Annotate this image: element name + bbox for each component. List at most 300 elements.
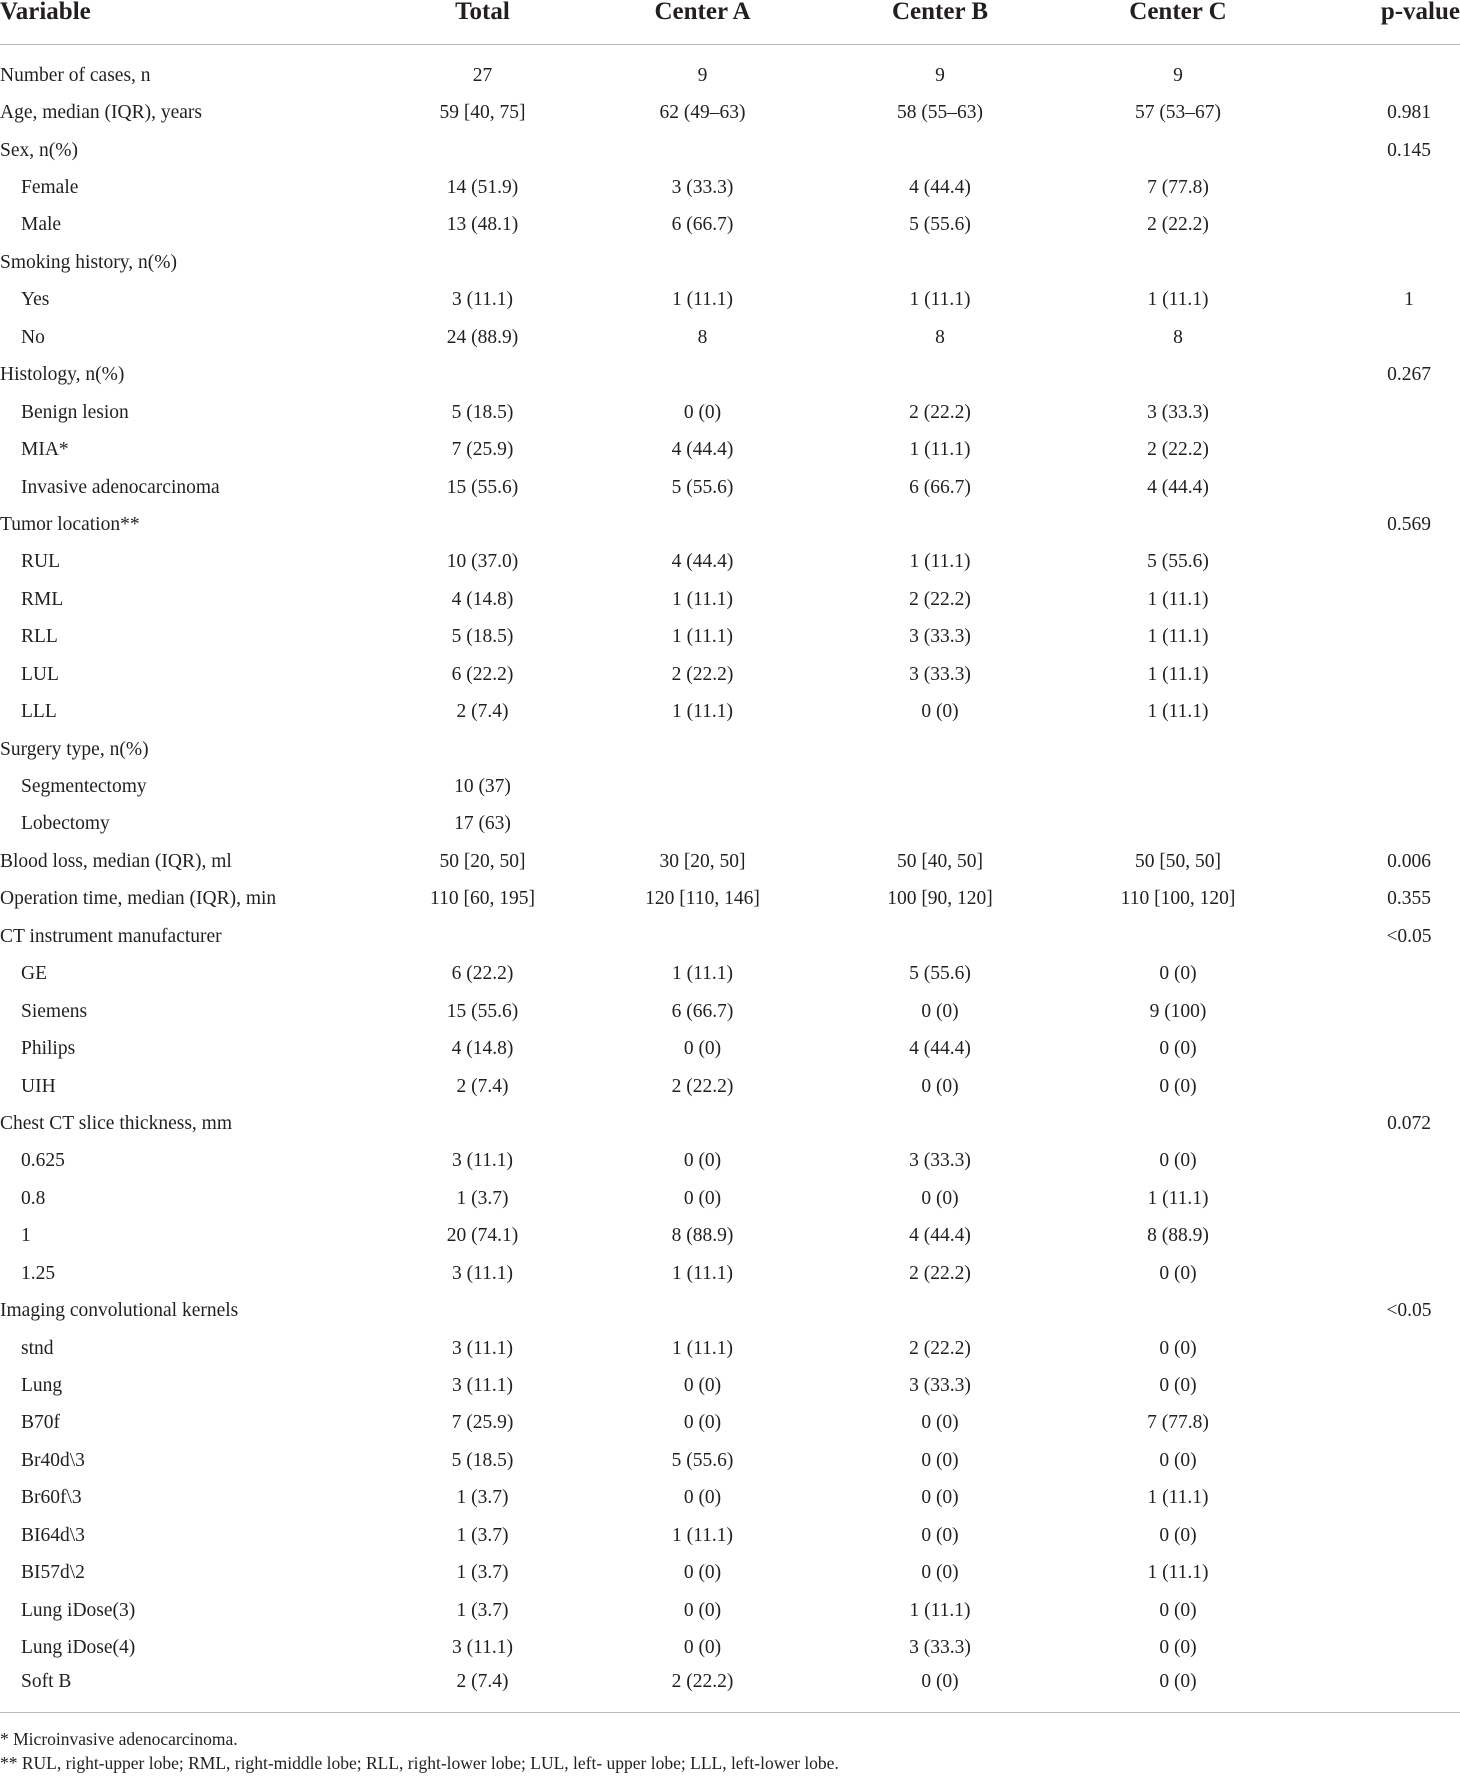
cell-center-a: 1 (11.1) xyxy=(671,289,733,311)
cell-center-b: 0 (0) xyxy=(822,1667,1058,1713)
cell-center-c: 7 (77.8) xyxy=(1147,177,1209,199)
cell-variable: Yes xyxy=(21,289,50,311)
cell-center-a: 30 [20, 50] xyxy=(659,850,746,872)
cell-p-value xyxy=(1298,431,1460,468)
table-row xyxy=(0,1517,1460,1554)
table-row xyxy=(0,1330,1460,1367)
cell-center-c: 0 (0) xyxy=(1159,963,1197,985)
cell-center-b: 6 (66.7) xyxy=(909,476,971,498)
cell-variable: Tumor location** xyxy=(0,513,140,535)
table-row xyxy=(0,244,1460,281)
cell-total: 15 (55.6) xyxy=(446,1000,519,1022)
table-row xyxy=(0,1143,1460,1180)
cell-variable: Siemens xyxy=(21,1000,88,1022)
cell-variable: Philips xyxy=(21,1038,76,1060)
cell-center-b: 0 (0) xyxy=(921,1075,959,1097)
cell-center-c: 2 (22.2) xyxy=(1147,439,1209,461)
cell-center-c xyxy=(1058,1105,1298,1142)
cell-center-a: 62 (49–63) xyxy=(659,102,746,124)
cell-variable: Female xyxy=(21,177,79,199)
table-row xyxy=(0,656,1460,693)
cell-center-a xyxy=(583,357,822,394)
cell-center-a: 5 (55.6) xyxy=(671,476,734,498)
table-row xyxy=(0,1555,1460,1592)
cell-center-a xyxy=(583,918,822,955)
cell-center-a xyxy=(583,1292,822,1329)
cell-variable: RLL xyxy=(21,626,58,648)
cell-center-a: 8 (88.9) xyxy=(671,1225,734,1247)
cell-center-a xyxy=(583,731,822,768)
cell-p-value xyxy=(1298,1330,1460,1367)
cell-center-b xyxy=(822,1292,1058,1329)
table-row xyxy=(0,1292,1460,1329)
cell-center-b: 3 (33.3) xyxy=(909,626,971,648)
cell-total: 50 [20, 50] xyxy=(439,850,526,872)
spacer-cell xyxy=(0,45,1460,58)
cell-total: 10 (37.0) xyxy=(446,551,519,573)
cell-variable: Imaging convolutional kernels xyxy=(0,1300,239,1322)
cell-total: 1 (3.7) xyxy=(456,1524,509,1546)
cell-variable: GE xyxy=(21,963,47,985)
cell-center-a: 1 (11.1) xyxy=(671,626,733,648)
cell-center-c: 9 xyxy=(1173,64,1183,86)
cell-center-a xyxy=(583,244,822,281)
table-spacer-row xyxy=(0,45,1460,58)
cell-total: 7 (25.9) xyxy=(451,1412,514,1434)
table-row xyxy=(0,619,1460,656)
cell-center-b: 4 (44.4) xyxy=(909,1038,971,1060)
cell-p-value xyxy=(1298,207,1460,244)
cell-center-b: 3 (33.3) xyxy=(909,1637,971,1659)
table-row xyxy=(0,169,1460,206)
cell-p-value: 0.145 xyxy=(1387,139,1431,161)
cell-p-value xyxy=(1298,1218,1460,1255)
cell-variable: B70f xyxy=(21,1412,60,1434)
cell-center-b: 1 (11.1) xyxy=(909,551,971,573)
cell-center-b: 58 (55–63) xyxy=(896,102,984,124)
table-row xyxy=(0,431,1460,468)
cell-center-c: 5 (55.6) xyxy=(1147,551,1209,573)
footnote-abbreviations: ** RUL, right-upper lobe; RML, right-middle lobe; RLL, right-lower lobe; LUL, left- upper lobe; LLL, left-lower lobe. xyxy=(0,1753,839,1773)
table-row xyxy=(0,581,1460,618)
cell-center-a: 1 (11.1) xyxy=(671,701,733,723)
cell-center-c: 0 (0) xyxy=(1159,1075,1197,1097)
cell-p-value xyxy=(1298,1255,1460,1292)
cell-center-a: 1 (11.1) xyxy=(671,963,733,985)
cell-center-a: 120 [110, 146] xyxy=(645,888,760,910)
cell-total: 1 (3.7) xyxy=(456,1187,509,1209)
cell-total xyxy=(382,731,583,768)
cell-center-b: 0 (0) xyxy=(921,1187,959,1209)
cell-center-a: 4 (44.4) xyxy=(671,439,734,461)
cell-variable: Lung iDose(3) xyxy=(21,1599,136,1621)
cell-center-a: 0 (0) xyxy=(683,1637,722,1659)
cell-variable: Number of cases, n xyxy=(0,64,151,86)
cell-center-a: 2 (22.2) xyxy=(583,1667,822,1713)
cell-center-a xyxy=(583,806,822,843)
cell-center-a: 0 (0) xyxy=(683,1487,722,1509)
cell-center-b: 3 (33.3) xyxy=(909,1150,971,1172)
cell-center-a: 4 (44.4) xyxy=(671,551,734,573)
cell-variable: LLL xyxy=(21,701,57,723)
cell-center-c: 0 (0) xyxy=(1159,1637,1197,1659)
cell-center-b: 3 (33.3) xyxy=(909,1375,971,1397)
cell-center-c: 50 [50, 50] xyxy=(1134,850,1222,872)
cell-total: 3 (11.1) xyxy=(451,1375,513,1397)
cell-variable: LUL xyxy=(21,663,59,685)
table-row xyxy=(0,132,1460,169)
cell-center-a: 2 (22.2) xyxy=(671,1075,734,1097)
cell-center-a: 0 (0) xyxy=(683,1375,722,1397)
cell-p-value xyxy=(1298,1030,1460,1067)
cell-p-value xyxy=(1298,1592,1460,1629)
cell-total xyxy=(382,1105,583,1142)
cell-variable: BI57d\2 xyxy=(21,1562,85,1584)
cell-center-c: 3 (33.3) xyxy=(1147,401,1209,423)
table-row xyxy=(0,1480,1460,1517)
cell-variable: RUL xyxy=(21,551,60,573)
cell-center-b: 5 (55.6) xyxy=(909,214,971,236)
cell-total: 3 (11.1) xyxy=(451,1637,513,1659)
cell-total: 59 [40, 75] xyxy=(439,102,526,124)
table-row xyxy=(0,1367,1460,1404)
table-row xyxy=(0,1629,1460,1666)
cell-center-c: 1 (11.1) xyxy=(1147,588,1209,610)
cell-p-value xyxy=(1298,731,1460,768)
header-p-value: p-value xyxy=(1298,0,1460,45)
cell-total: 3 (11.1) xyxy=(451,1337,513,1359)
cell-total: 3 (11.1) xyxy=(451,1150,513,1172)
cell-total: 7 (25.9) xyxy=(451,439,514,461)
table-row xyxy=(0,469,1460,506)
cell-variable: Blood loss, median (IQR), ml xyxy=(0,850,232,872)
cell-center-c: 0 (0) xyxy=(1159,1524,1197,1546)
cell-total: 6 (22.2) xyxy=(451,663,514,685)
cell-total: 20 (74.1) xyxy=(446,1225,519,1247)
cell-variable: Lung xyxy=(21,1375,63,1397)
table-row xyxy=(0,207,1460,244)
table-row xyxy=(0,282,1460,319)
cell-center-c: 0 (0) xyxy=(1159,1375,1197,1397)
cell-total xyxy=(382,506,583,543)
cell-center-c xyxy=(1058,357,1298,394)
cell-center-a: 0 (0) xyxy=(683,1038,722,1060)
cell-p-value xyxy=(1298,993,1460,1030)
cell-center-b: 2 (22.2) xyxy=(909,588,971,610)
cell-p-value xyxy=(1298,1629,1460,1666)
cell-variable: BI64d\3 xyxy=(21,1524,85,1546)
cell-total: 5 (18.5) xyxy=(451,1449,514,1471)
cell-center-c: 7 (77.8) xyxy=(1147,1412,1209,1434)
cell-center-b xyxy=(822,244,1058,281)
cell-center-b xyxy=(822,357,1058,394)
table-row xyxy=(0,319,1460,356)
cell-center-c: 8 (88.9) xyxy=(1147,1225,1209,1247)
table-row xyxy=(0,843,1460,880)
cell-center-c: 1 (11.1) xyxy=(1147,1487,1209,1509)
cell-total: 5 (18.5) xyxy=(451,401,514,423)
cell-center-c: 0 (0) xyxy=(1159,1150,1197,1172)
cell-variable: Histology, n(%) xyxy=(0,364,125,386)
cell-variable: 0.8 xyxy=(21,1187,46,1209)
cell-center-b: 9 xyxy=(935,64,945,86)
cell-center-a: 0 (0) xyxy=(683,1562,722,1584)
table-row xyxy=(0,693,1460,730)
cell-variable: Sex, n(%) xyxy=(0,139,78,161)
cell-center-b: 0 (0) xyxy=(921,1412,959,1434)
cell-total: 1 (3.7) xyxy=(456,1562,509,1584)
cell-total: 14 (51.9) xyxy=(446,177,519,199)
cell-center-b xyxy=(822,132,1058,169)
table-body xyxy=(0,45,1460,1713)
cell-center-a xyxy=(583,132,822,169)
table-row xyxy=(0,731,1460,768)
cell-p-value xyxy=(1298,1405,1460,1442)
cell-center-b xyxy=(822,731,1058,768)
cell-variable: Chest CT slice thickness, mm xyxy=(0,1112,233,1134)
cell-total: 6 (22.2) xyxy=(451,963,514,985)
cell-center-b: 100 [90, 120] xyxy=(887,888,993,910)
cell-total: 1 (3.7) xyxy=(456,1487,509,1509)
cell-center-c: 2 (22.2) xyxy=(1147,214,1209,236)
cell-p-value xyxy=(1298,693,1460,730)
cell-center-c: 1 (11.1) xyxy=(1147,1187,1209,1209)
cell-p-value xyxy=(1298,1068,1460,1105)
cell-total xyxy=(382,1292,583,1329)
cell-variable: Age, median (IQR), years xyxy=(0,102,202,124)
cell-variable: Benign lesion xyxy=(21,401,129,423)
table-row xyxy=(0,1405,1460,1442)
cell-center-a: 0 (0) xyxy=(683,1187,722,1209)
cell-variable: Soft B xyxy=(0,1667,382,1713)
cell-variable: 0.625 xyxy=(21,1150,65,1172)
table-row xyxy=(0,1592,1460,1629)
cell-center-b: 0 (0) xyxy=(921,1449,959,1471)
cell-total: 24 (88.9) xyxy=(446,326,519,348)
header-center-b: Center B xyxy=(822,0,1058,45)
cell-center-a: 0 (0) xyxy=(683,1412,722,1434)
cell-center-a xyxy=(583,768,822,805)
cell-center-b: 5 (55.6) xyxy=(909,963,971,985)
cell-center-a: 9 xyxy=(697,64,708,86)
cell-center-a: 5 (55.6) xyxy=(671,1449,734,1471)
cell-center-b: 1 (11.1) xyxy=(909,289,971,311)
cell-p-value xyxy=(1298,1367,1460,1404)
cell-center-c: 1 (11.1) xyxy=(1147,626,1209,648)
cell-center-c: 1 (11.1) xyxy=(1147,289,1209,311)
cell-center-a: 1 (11.1) xyxy=(671,1524,733,1546)
cell-p-value xyxy=(1298,1555,1460,1592)
cell-center-a: 8 xyxy=(697,326,708,348)
cell-p-value xyxy=(1298,1480,1460,1517)
cell-center-b: 3 (33.3) xyxy=(909,663,971,685)
cell-center-c xyxy=(1058,244,1298,281)
cell-center-c: 4 (44.4) xyxy=(1147,476,1209,498)
cell-p-value xyxy=(1298,1517,1460,1554)
table-row xyxy=(0,1442,1460,1479)
cell-center-c: 9 (100) xyxy=(1149,1000,1207,1022)
cell-variable: 1.25 xyxy=(21,1262,56,1284)
cell-variable: No xyxy=(21,326,45,348)
cell-p-value: 1 xyxy=(1404,289,1414,311)
cell-center-b: 2 (22.2) xyxy=(909,401,971,423)
cell-center-c: 0 (0) xyxy=(1159,1262,1197,1284)
cell-variable: MIA* xyxy=(21,439,69,461)
cell-variable: Operation time, median (IQR), min xyxy=(0,888,277,910)
cell-variable: Surgery type, n(%) xyxy=(0,738,149,760)
cell-center-c: 1 (11.1) xyxy=(1147,701,1209,723)
cell-p-value xyxy=(1298,394,1460,431)
table-row xyxy=(0,1255,1460,1292)
cell-center-a: 0 (0) xyxy=(683,1599,722,1621)
cell-center-b: 0 (0) xyxy=(921,701,959,723)
cell-center-c xyxy=(1058,918,1298,955)
header-center-a: Center A xyxy=(583,0,822,45)
cell-p-value xyxy=(1298,469,1460,506)
cell-total: 2 (7.4) xyxy=(456,1075,509,1097)
cell-total: 2 (7.4) xyxy=(382,1667,583,1713)
footnotes xyxy=(0,1727,839,1775)
cell-p-value: <0.05 xyxy=(1386,1300,1432,1322)
cell-p-value xyxy=(1298,956,1460,993)
cell-variable: UIH xyxy=(21,1075,56,1097)
header-total: Total xyxy=(382,0,583,45)
cell-center-a xyxy=(583,1105,822,1142)
cell-variable: stnd xyxy=(21,1337,54,1359)
cell-center-b: 50 [40, 50] xyxy=(896,850,984,872)
cell-center-b: 0 (0) xyxy=(921,1487,959,1509)
cell-center-b: 0 (0) xyxy=(921,1524,959,1546)
cell-p-value xyxy=(1298,57,1460,94)
cell-p-value xyxy=(1298,656,1460,693)
table-row xyxy=(0,57,1460,94)
cell-p-value: 0.072 xyxy=(1387,1112,1431,1134)
cell-p-value: 0.355 xyxy=(1387,888,1431,910)
header-center-c: Center C xyxy=(1058,0,1298,45)
cell-p-value: 0.981 xyxy=(1387,102,1431,124)
cell-center-b xyxy=(822,806,1058,843)
table-row xyxy=(0,1218,1460,1255)
cell-center-a: 3 (33.3) xyxy=(671,177,734,199)
cell-center-b: 0 (0) xyxy=(921,1562,959,1584)
table-row xyxy=(0,1030,1460,1067)
cell-p-value: 0.267 xyxy=(1387,364,1431,386)
cell-p-value xyxy=(1298,1143,1460,1180)
cell-center-c: 1 (11.1) xyxy=(1147,663,1209,685)
cell-variable: Male xyxy=(21,214,62,236)
cell-center-c: 8 xyxy=(1173,326,1183,348)
cell-total xyxy=(382,357,583,394)
cell-center-c: 110 [100, 120] xyxy=(1120,888,1236,910)
cell-center-b xyxy=(822,768,1058,805)
cell-total: 110 [60, 195] xyxy=(430,888,535,910)
cell-total xyxy=(382,132,583,169)
cell-variable: Smoking history, n(%) xyxy=(0,251,177,273)
cell-total xyxy=(382,244,583,281)
table-row xyxy=(0,993,1460,1030)
cell-variable: RML xyxy=(21,588,64,610)
cell-center-c: 0 (0) xyxy=(1159,1449,1197,1471)
cell-p-value xyxy=(1298,319,1460,356)
cell-p-value: 0.006 xyxy=(1387,850,1431,872)
cell-center-b: 2 (22.2) xyxy=(909,1337,971,1359)
table-row xyxy=(0,768,1460,805)
cell-total: 17 (63) xyxy=(454,813,511,835)
cell-total: 4 (14.8) xyxy=(451,588,514,610)
cell-center-a: 1 (11.1) xyxy=(671,588,733,610)
cell-center-c xyxy=(1058,1292,1298,1329)
cell-variable: Invasive adenocarcinoma xyxy=(21,476,220,498)
cell-center-a: 6 (66.7) xyxy=(671,1000,734,1022)
cell-p-value xyxy=(1298,1667,1460,1713)
cell-p-value xyxy=(1298,806,1460,843)
cell-variable: Segmentectomy xyxy=(21,776,147,798)
cell-p-value xyxy=(1298,1180,1460,1217)
cell-center-b: 1 (11.1) xyxy=(909,1599,971,1621)
table-row xyxy=(0,956,1460,993)
cell-p-value xyxy=(1298,244,1460,281)
cell-variable: CT instrument manufacturer xyxy=(0,925,222,947)
cell-variable: Lobectomy xyxy=(21,813,110,835)
cell-center-b: 4 (44.4) xyxy=(909,177,971,199)
cell-center-a: 1 (11.1) xyxy=(671,1337,733,1359)
cell-total: 15 (55.6) xyxy=(446,476,519,498)
cell-center-a: 1 (11.1) xyxy=(671,1262,733,1284)
footnote-mia: * Microinvasive adenocarcinoma. xyxy=(0,1729,238,1749)
cell-center-a xyxy=(583,506,822,543)
cell-center-b: 4 (44.4) xyxy=(909,1225,971,1247)
cell-total: 2 (7.4) xyxy=(456,701,509,723)
table-row xyxy=(0,1068,1460,1105)
cell-center-b: 1 (11.1) xyxy=(909,439,971,461)
cell-p-value xyxy=(1298,768,1460,805)
cell-center-b: 2 (22.2) xyxy=(909,1262,971,1284)
cell-center-b: 8 xyxy=(935,326,945,348)
cell-center-c xyxy=(1058,731,1298,768)
table-row xyxy=(0,506,1460,543)
cell-p-value xyxy=(1298,581,1460,618)
table-row xyxy=(0,1180,1460,1217)
cell-total: 5 (18.5) xyxy=(451,626,514,648)
table-row xyxy=(0,357,1460,394)
cell-variable: Lung iDose(4) xyxy=(21,1637,136,1659)
cell-total: 27 xyxy=(472,64,493,86)
table-header xyxy=(0,0,1460,45)
cell-center-a: 2 (22.2) xyxy=(671,663,734,685)
cell-center-c: 0 (0) xyxy=(1159,1337,1197,1359)
cell-center-b xyxy=(822,918,1058,955)
cell-p-value xyxy=(1298,544,1460,581)
cell-center-a: 0 (0) xyxy=(683,1150,722,1172)
cell-variable: 1 xyxy=(21,1225,31,1247)
table-row xyxy=(0,394,1460,431)
table-row xyxy=(0,1667,1460,1713)
cell-p-value: <0.05 xyxy=(1386,925,1432,947)
cell-center-b xyxy=(822,506,1058,543)
cell-center-b: 0 (0) xyxy=(921,1000,959,1022)
cell-total: 1 (3.7) xyxy=(456,1599,509,1621)
cell-center-c xyxy=(1058,768,1298,805)
table-row xyxy=(0,806,1460,843)
cell-p-value xyxy=(1298,1442,1460,1479)
cell-total xyxy=(382,918,583,955)
cell-center-c: 0 (0) xyxy=(1159,1038,1197,1060)
cell-total: 13 (48.1) xyxy=(446,214,519,236)
cell-center-b xyxy=(822,1105,1058,1142)
cell-variable: Br40d\3 xyxy=(21,1449,85,1471)
cell-center-c: 0 (0) xyxy=(1058,1667,1298,1713)
header-variable: Variable xyxy=(0,0,382,45)
